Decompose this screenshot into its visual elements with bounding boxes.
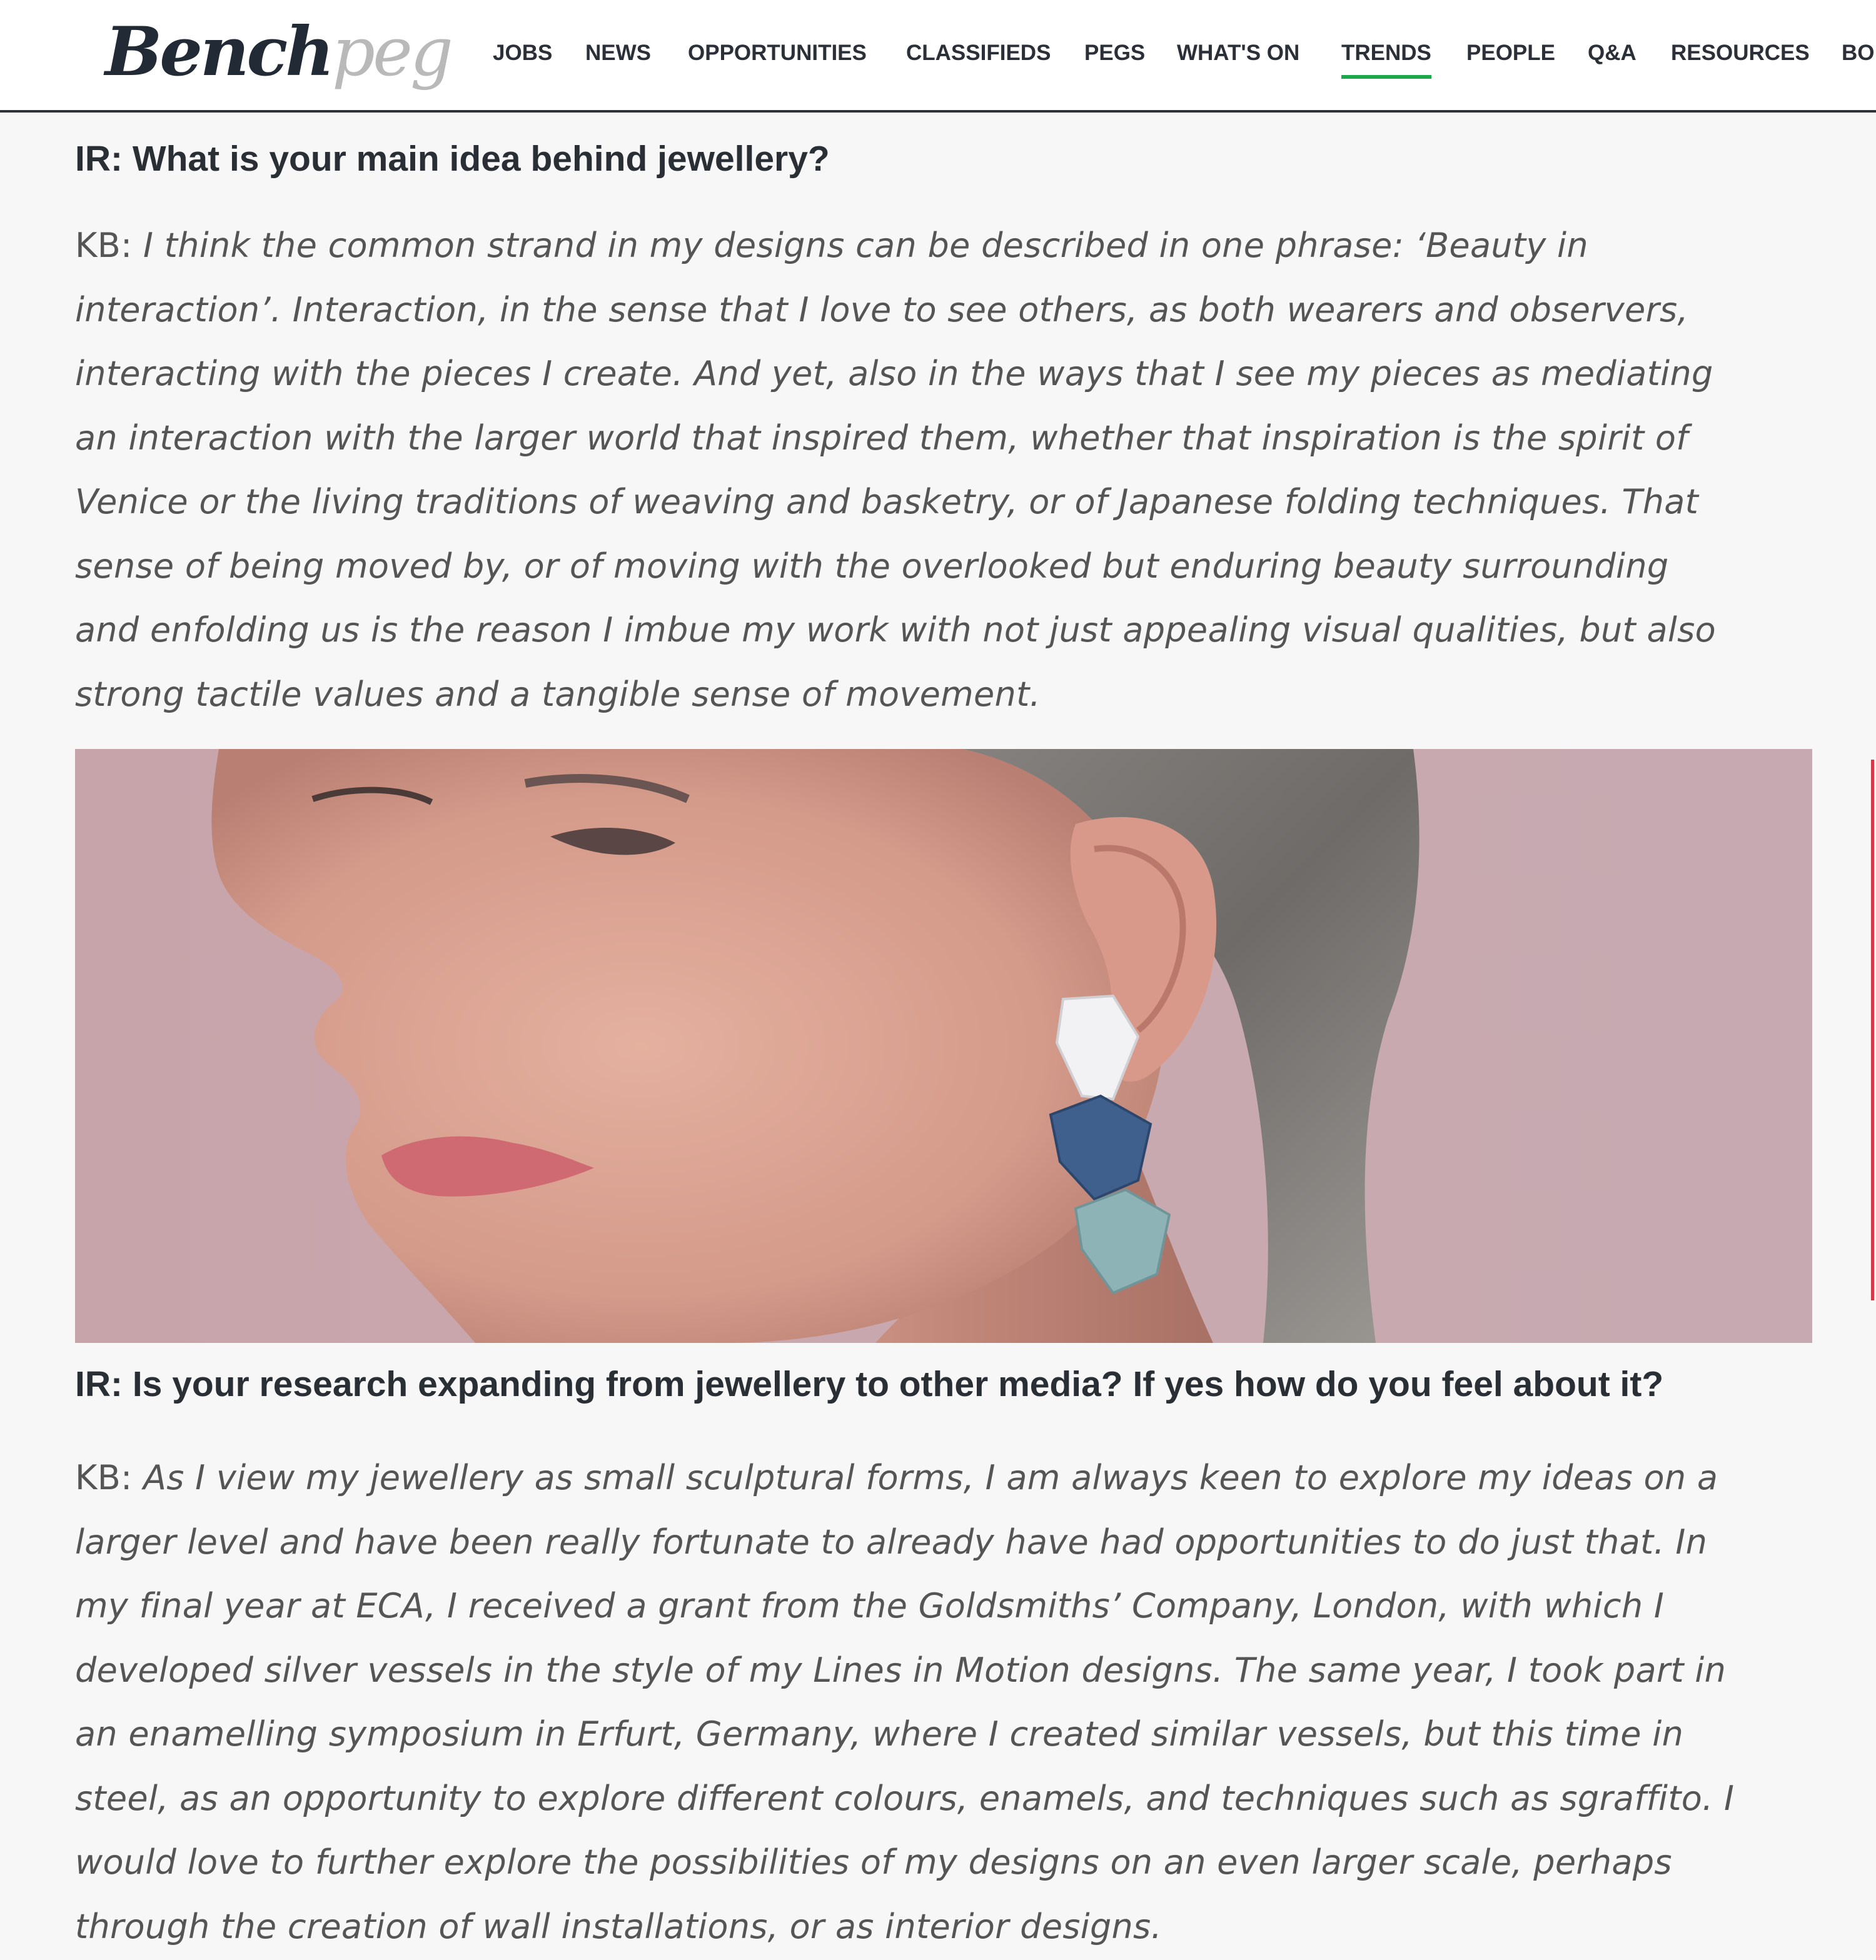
question-other-media: IR: Is your research expanding from jewellery to other media? If yes how do you feel about it?: [75, 1364, 1664, 1404]
answer-line: would love to further explore the possibilities of my designs on an even larger scale, perhaps: [75, 1842, 1672, 1882]
answer-line: interaction’. Interaction, in the sense that I love to see others, as both wearers and observers,: [75, 289, 1688, 329]
nav-item-bo[interactable]: BO: [1842, 41, 1875, 65]
answer-other-media: [75, 1446, 1813, 1959]
nav-item-opportunities[interactable]: OPPORTUNITIES: [688, 41, 867, 65]
nav-item-pegs[interactable]: PEGS: [1084, 41, 1146, 65]
nav-item-trends[interactable]: TRENDS: [1341, 39, 1431, 68]
nav-item-whats-on[interactable]: WHAT'S ON: [1177, 41, 1300, 65]
answer-line: developed silver vessels in the style of my Lines in Motion designs. The same year, I took part in: [75, 1650, 1727, 1690]
article-photo-model-earring: [75, 749, 1812, 1343]
answer-line: [75, 1446, 1813, 1510]
answer-text: I think the common strand in my designs can be described in one phrase: ‘Beauty in: [143, 226, 1588, 265]
answer-line: [75, 214, 1813, 278]
answer-line: an interaction with the larger world that inspired them, whether that inspiration is the spirit of: [75, 418, 1688, 458]
nav-item-people[interactable]: PEOPLE: [1466, 41, 1555, 65]
question-main-idea: IR: What is your main idea behind jewellery?: [75, 139, 830, 179]
answer-line: Venice or the living traditions of weaving and basketry, or of Japanese folding techniques. That: [75, 482, 1699, 521]
answer-line: larger level and have been really fortunate to already have had opportunities to do just that. In: [75, 1522, 1708, 1562]
answer-line: through the creation of wall installations, or as interior designs.: [75, 1906, 1162, 1946]
main-navigation: [493, 0, 1876, 110]
nav-item-jobs[interactable]: JOBS: [493, 41, 553, 65]
nav-item-qa[interactable]: Q&A: [1588, 41, 1636, 65]
speaker-label: KB:: [75, 226, 133, 265]
answer-main-idea: [75, 214, 1813, 726]
answer-text: As I view my jewellery as small sculptural forms, I am always keen to explore my ideas on a: [143, 1458, 1718, 1497]
answer-line: an enamelling symposium in Erfurt, Germany, where I created similar vessels, but this time in: [75, 1714, 1684, 1754]
answer-line: sense of being moved by, or of moving with the overlooked but enduring beauty surrounding: [75, 546, 1669, 586]
nav-item-resources[interactable]: RESOURCES: [1671, 41, 1810, 65]
answer-line: and enfolding us is the reason I imbue my work with not just appealing visual qualities, but also: [75, 610, 1716, 650]
benchpeg-logo[interactable]: [105, 5, 451, 99]
nav-item-news[interactable]: NEWS: [585, 41, 651, 65]
photo-illustration: [75, 749, 1812, 1343]
scrollbar-accent: [1871, 760, 1874, 1300]
answer-line: strong tactile values and a tangible sense of movement.: [75, 674, 1041, 714]
site-header: [0, 0, 1876, 113]
speaker-label: KB:: [75, 1458, 133, 1497]
answer-line: interacting with the pieces I create. And yet, also in the ways that I see my pieces as mediating: [75, 354, 1713, 393]
answer-line: steel, as an opportunity to explore different colours, enamels, and techniques such as sgraffito. I: [75, 1778, 1735, 1818]
nav-item-classifieds[interactable]: CLASSIFIEDS: [906, 41, 1051, 65]
logo-text-bench: Bench: [105, 13, 332, 91]
answer-line: my final year at ECA, I received a grant from the Goldsmiths’ Company, London, with which I: [75, 1586, 1665, 1626]
logo-text-peg: peg: [331, 13, 451, 91]
